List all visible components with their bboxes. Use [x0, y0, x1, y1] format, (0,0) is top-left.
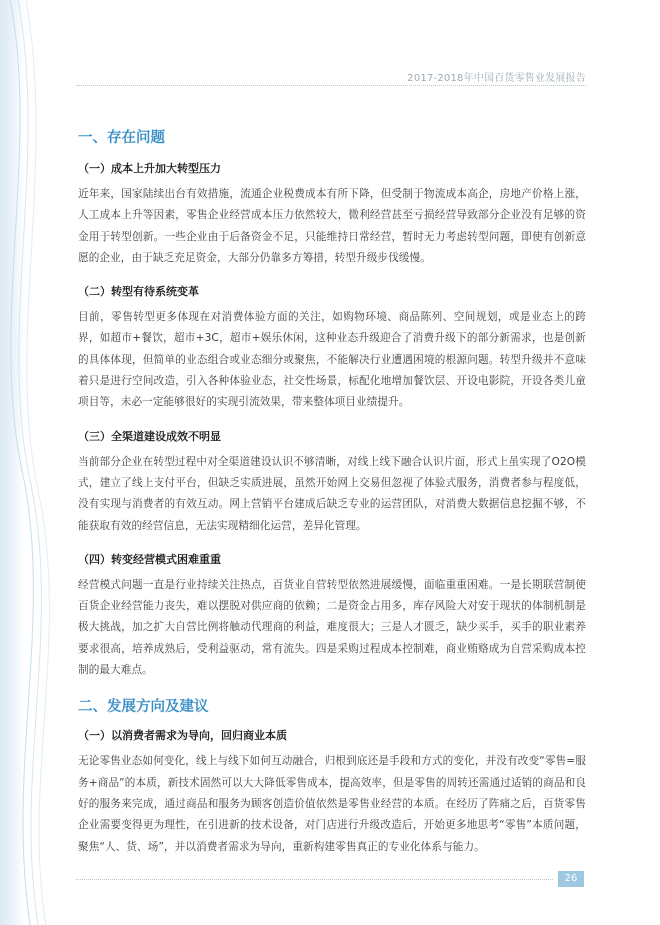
paragraph: 经营模式问题一直是行业持续关注热点，百货业自营转型依然进展缓慢，面临重重困难。一是长期联营制使百货企业经营能力丧失，难以摆脱对供应商的依赖；二是资金占用多，库存风险大对安于现状的体制机制是极大挑战，加之扩大自营比例将触动代理商的利益，难度很大；三是人才匮乏，缺少买手，买手的职业素养要求很高，培养成熟后，受利益驱动，常有流失。四是采购过程成本控制难，商业贿赂成为自营采购成本控制的最大难点。 [78, 578, 586, 677]
footer-divider [76, 879, 553, 880]
subsection-title: （二）转型有待系统变革 [78, 285, 199, 299]
paragraph: 无论零售业态如何变化，线上与线下如何互动融合，归根到底还是手段和方式的变化，并没有改变“零售=服务+商品”的本质，新技术固然可以大大降低零售成本，提高效率，但是零售的周转还需通过适销的商品和良好的服务来完成，通过商品和服务为顾客创造价值依然是零售业经营的本质。在经历了阵痛之后，百货零售企业需要变得更为理性，在引进新的技术设备，对门店进行升级改造后，开始更多地思考“零售”本质问题，聚焦“人、货、场”，并以消费者需求为导向，重新构建零售真正的专业化体系与能力。 [78, 755, 586, 853]
paragraph: 目前，零售转型更多体现在对消费体验方面的关注，如购物环境、商品陈列、空间规划，或是业态上的跨界，如超市+餐饮，超市+3C，超市+娱乐休闲，这种业态升级迎合了消费升级下的部分新需求，也是创新的具体体现，但简单的业态组合或业态细分或聚焦，不能解决行业遭遇困境的根源问题。转型升级并不意味着只是进行空间改造，引入各种体验业态，社交性场景，标配化地增加餐饮层、开设电影院，开设各类儿童项目等，未必一定能够很好的实现引流效果，带来整体项目业绩提升。 [78, 311, 586, 409]
paragraph: 近年来，国家陆续出台有效措施，流通企业税费成本有所下降，但受制于物流成本高企，房地产价格上涨，人工成本上升等因素，零售企业经营成本压力依然较大，微利经营甚至亏损经营导致部分企业没有足够的资金用于转型创新。一些企业由于后备资金不足，只能维持日常经营，暂时无力考虑转型问题，即使有创新意愿的企业，由于缺乏充足资金，大部分仍靠多方筹措，转型升级步伐缓慢。 [78, 188, 586, 264]
page-number-badge: 26 [558, 871, 584, 887]
section-title-directions: 二、发展方向及建议 [78, 699, 209, 716]
subsection-title: （三）全渠道建设成效不明显 [78, 429, 221, 443]
section-title-problems: 一、存在问题 [78, 130, 165, 146]
page-content [78, 126, 586, 872]
decorative-wave-lines [0, 0, 70, 925]
subsection-title: （一）以消费者需求为导向，回归商业本质 [78, 729, 287, 743]
subsection-title: （四）转变经营模式困难重重 [78, 552, 221, 566]
subsection-title: （一）成本上升加大转型压力 [78, 162, 221, 175]
header-divider [76, 85, 586, 86]
paragraph: 当前部分企业在转型过程中对全渠道建设认识不够清晰，对线上线下融合认识片面，形式上虽实现了O2O模式，建立了线上支付平台，但缺乏实质进展，虽然开始网上交易但忽视了体验式服务，消费者参与程度低，没有实现与消费者的有效互动。网上营销平台建成后缺乏专业的运营团队，对消费大数据信息挖掘不够，不能获取有效的经营信息，无法实现精细化运营，差异化管理。 [78, 455, 586, 532]
report-header-title: 2017-2018年中国百货零售业发展报告 [407, 73, 586, 84]
